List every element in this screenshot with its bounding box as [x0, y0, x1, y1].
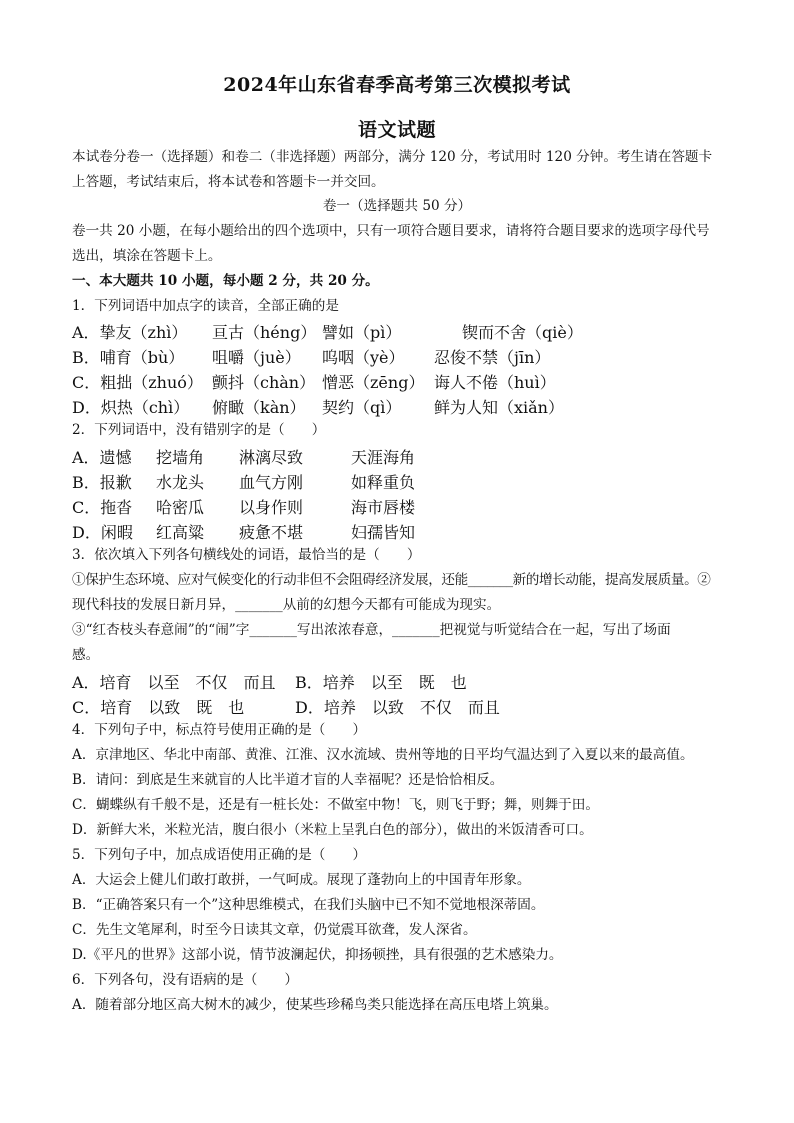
section-description: 选出，填涂在答题卡上。 [72, 248, 222, 264]
option-cell: 天涯海角 [351, 448, 416, 467]
option-cell: 水龙头 [156, 473, 205, 492]
option-cell: C．拖沓 [72, 498, 133, 517]
question-text-line: ①保护生态环境、应对气候变化的行动非但不会阻碍经济发展，还能_______新的增长动能，提高发展质量。② [72, 572, 711, 588]
intro-line: 本试卷分卷一（选择题）和卷二（非选择题）两部分，满分 120 分，考试用时 120 分钟。考生请在答题卡 [72, 149, 713, 165]
option-cell: B．报歉 [72, 473, 132, 492]
exam-title: 2024年山东省春季高考第三次模拟考试 [223, 74, 571, 96]
option-cell: 淋漓尽致 [239, 448, 304, 467]
part-title: 一、本大题共 10 小题，每小题 2 分，共 20 分。 [72, 273, 379, 289]
option-line: B．请问：到底是生来就盲的人比半道才盲的人幸福呢？还是恰恰相反。 [72, 772, 504, 788]
option-cell: 血气方刚 [239, 473, 304, 492]
question-text-line: 现代科技的发展日新月异，_______从前的幻想今天都有可能成为现实。 [72, 597, 501, 613]
option-cell: D．培养 以致 不仅 而且 [295, 698, 500, 717]
option-line: A．随着部分地区高大树木的减少，使某些珍稀鸟类只能选择在高压电塔上筑巢。 [72, 997, 558, 1013]
option-cell: C．粗拙（zhuó） [72, 373, 203, 392]
option-cell: 亘古（héng） [212, 323, 317, 342]
option-line: C．先生文笔犀利，时至今日读其文章，仍觉震耳欲聋，发人深省。 [72, 922, 477, 938]
option-cell: A．挚友（zhì） [72, 323, 188, 342]
exam-subtitle: 语文试题 [357, 119, 436, 141]
option-cell: 契约（qì） [322, 398, 402, 417]
option-line: C．蝴蝶纵有千般不是，还是有一桩长处：不做室中物！飞，则飞于野；舞，则舞于田。 [72, 797, 599, 813]
option-cell: 俯瞰（kàn） [212, 398, 306, 417]
option-cell: B．培养 以至 既 也 [295, 673, 467, 692]
option-line: A．大运会上健儿们敢打敢拼，一气呵成。展现了蓬勃向上的中国青年形象。 [72, 872, 531, 888]
option-cell: A．培育 以至 不仅 而且 [72, 673, 276, 692]
option-cell: 红高粱 [156, 523, 205, 542]
option-line: B．“正确答案只有一个”这种思维模式，在我们头脑中已不知不觉地根深蒂固。 [72, 897, 545, 913]
question-text-line: ③“红杏枝头春意闹”的“闹”字_______写出浓浓春意，_______把视觉与听觉结合在一起，写出了场面 [72, 622, 671, 638]
option-cell: C．培育 以致 既 也 [72, 698, 245, 717]
option-cell: 妇孺皆知 [351, 523, 416, 542]
intro-line: 上答题，考试结束后，将本试卷和答题卡一并交回。 [72, 174, 385, 190]
question-stem: 2．下列词语中，没有错别字的是（ ） [72, 422, 326, 438]
option-cell: 忍俊不禁（jīn） [434, 348, 551, 367]
option-cell: D．闲暇 [72, 523, 133, 542]
option-line: D.《平凡的世界》这部小说，情节波澜起伏，抑扬顿挫，具有很强的艺术感染力。 [72, 947, 563, 963]
option-cell: A．遗憾 [72, 448, 132, 467]
option-cell: B．哺育（bù） [72, 348, 185, 367]
option-cell: 挖墙角 [156, 448, 205, 467]
option-cell: 海市唇楼 [351, 498, 416, 517]
option-cell: 诲人不倦（huì） [434, 373, 556, 392]
question-stem: 6．下列各句，没有语病的是（ ） [72, 972, 299, 988]
question-stem: 5．下列句子中，加点成语使用正确的是（ ） [72, 847, 367, 863]
option-cell: 憎恶（zēng） [322, 373, 425, 392]
section-heading: 卷一（选择题共 50 分） [322, 198, 472, 214]
question-text-line: 感。 [72, 647, 100, 663]
option-line: A．京津地区、华北中南部、黄淮、江淮、汉水流域、贵州等地的日平均气温达到了入夏以来的最高值。 [72, 747, 694, 763]
option-cell: 疲惫不堪 [239, 523, 304, 542]
option-cell: 鲜为人知（xiǎn） [434, 398, 564, 417]
option-cell: 哈密瓜 [156, 498, 205, 517]
section-description: 卷一共 20 小题，在每小题给出的四个选项中，只有一项符合题目要求，请将符合题目要求的选项字母代号 [72, 223, 710, 239]
question-stem: 4．下列句子中，标点符号使用正确的是（ ） [72, 722, 367, 738]
option-cell: 譬如（pì） [322, 323, 402, 342]
option-cell: D．炽热（chì） [72, 398, 190, 417]
option-cell: 呜咽（yè） [322, 348, 405, 367]
option-cell: 颤抖（chàn） [212, 373, 316, 392]
option-line: D．新鲜大米，米粒光洁，腹白很小（米粒上呈乳白色的部分），做出的米饭清香可口。 [72, 822, 593, 838]
option-cell: 以身作则 [239, 498, 304, 517]
question-stem: 3．依次填入下列各句横线处的词语，最恰当的是（ ） [72, 547, 421, 563]
question-stem: 1．下列词语中加点字的读音，全部正确的是 [72, 298, 339, 314]
option-cell: 如释重负 [351, 473, 416, 492]
option-cell: 锲而不舍（qiè） [462, 323, 583, 342]
option-cell: 咀嚼（juè） [212, 348, 301, 367]
